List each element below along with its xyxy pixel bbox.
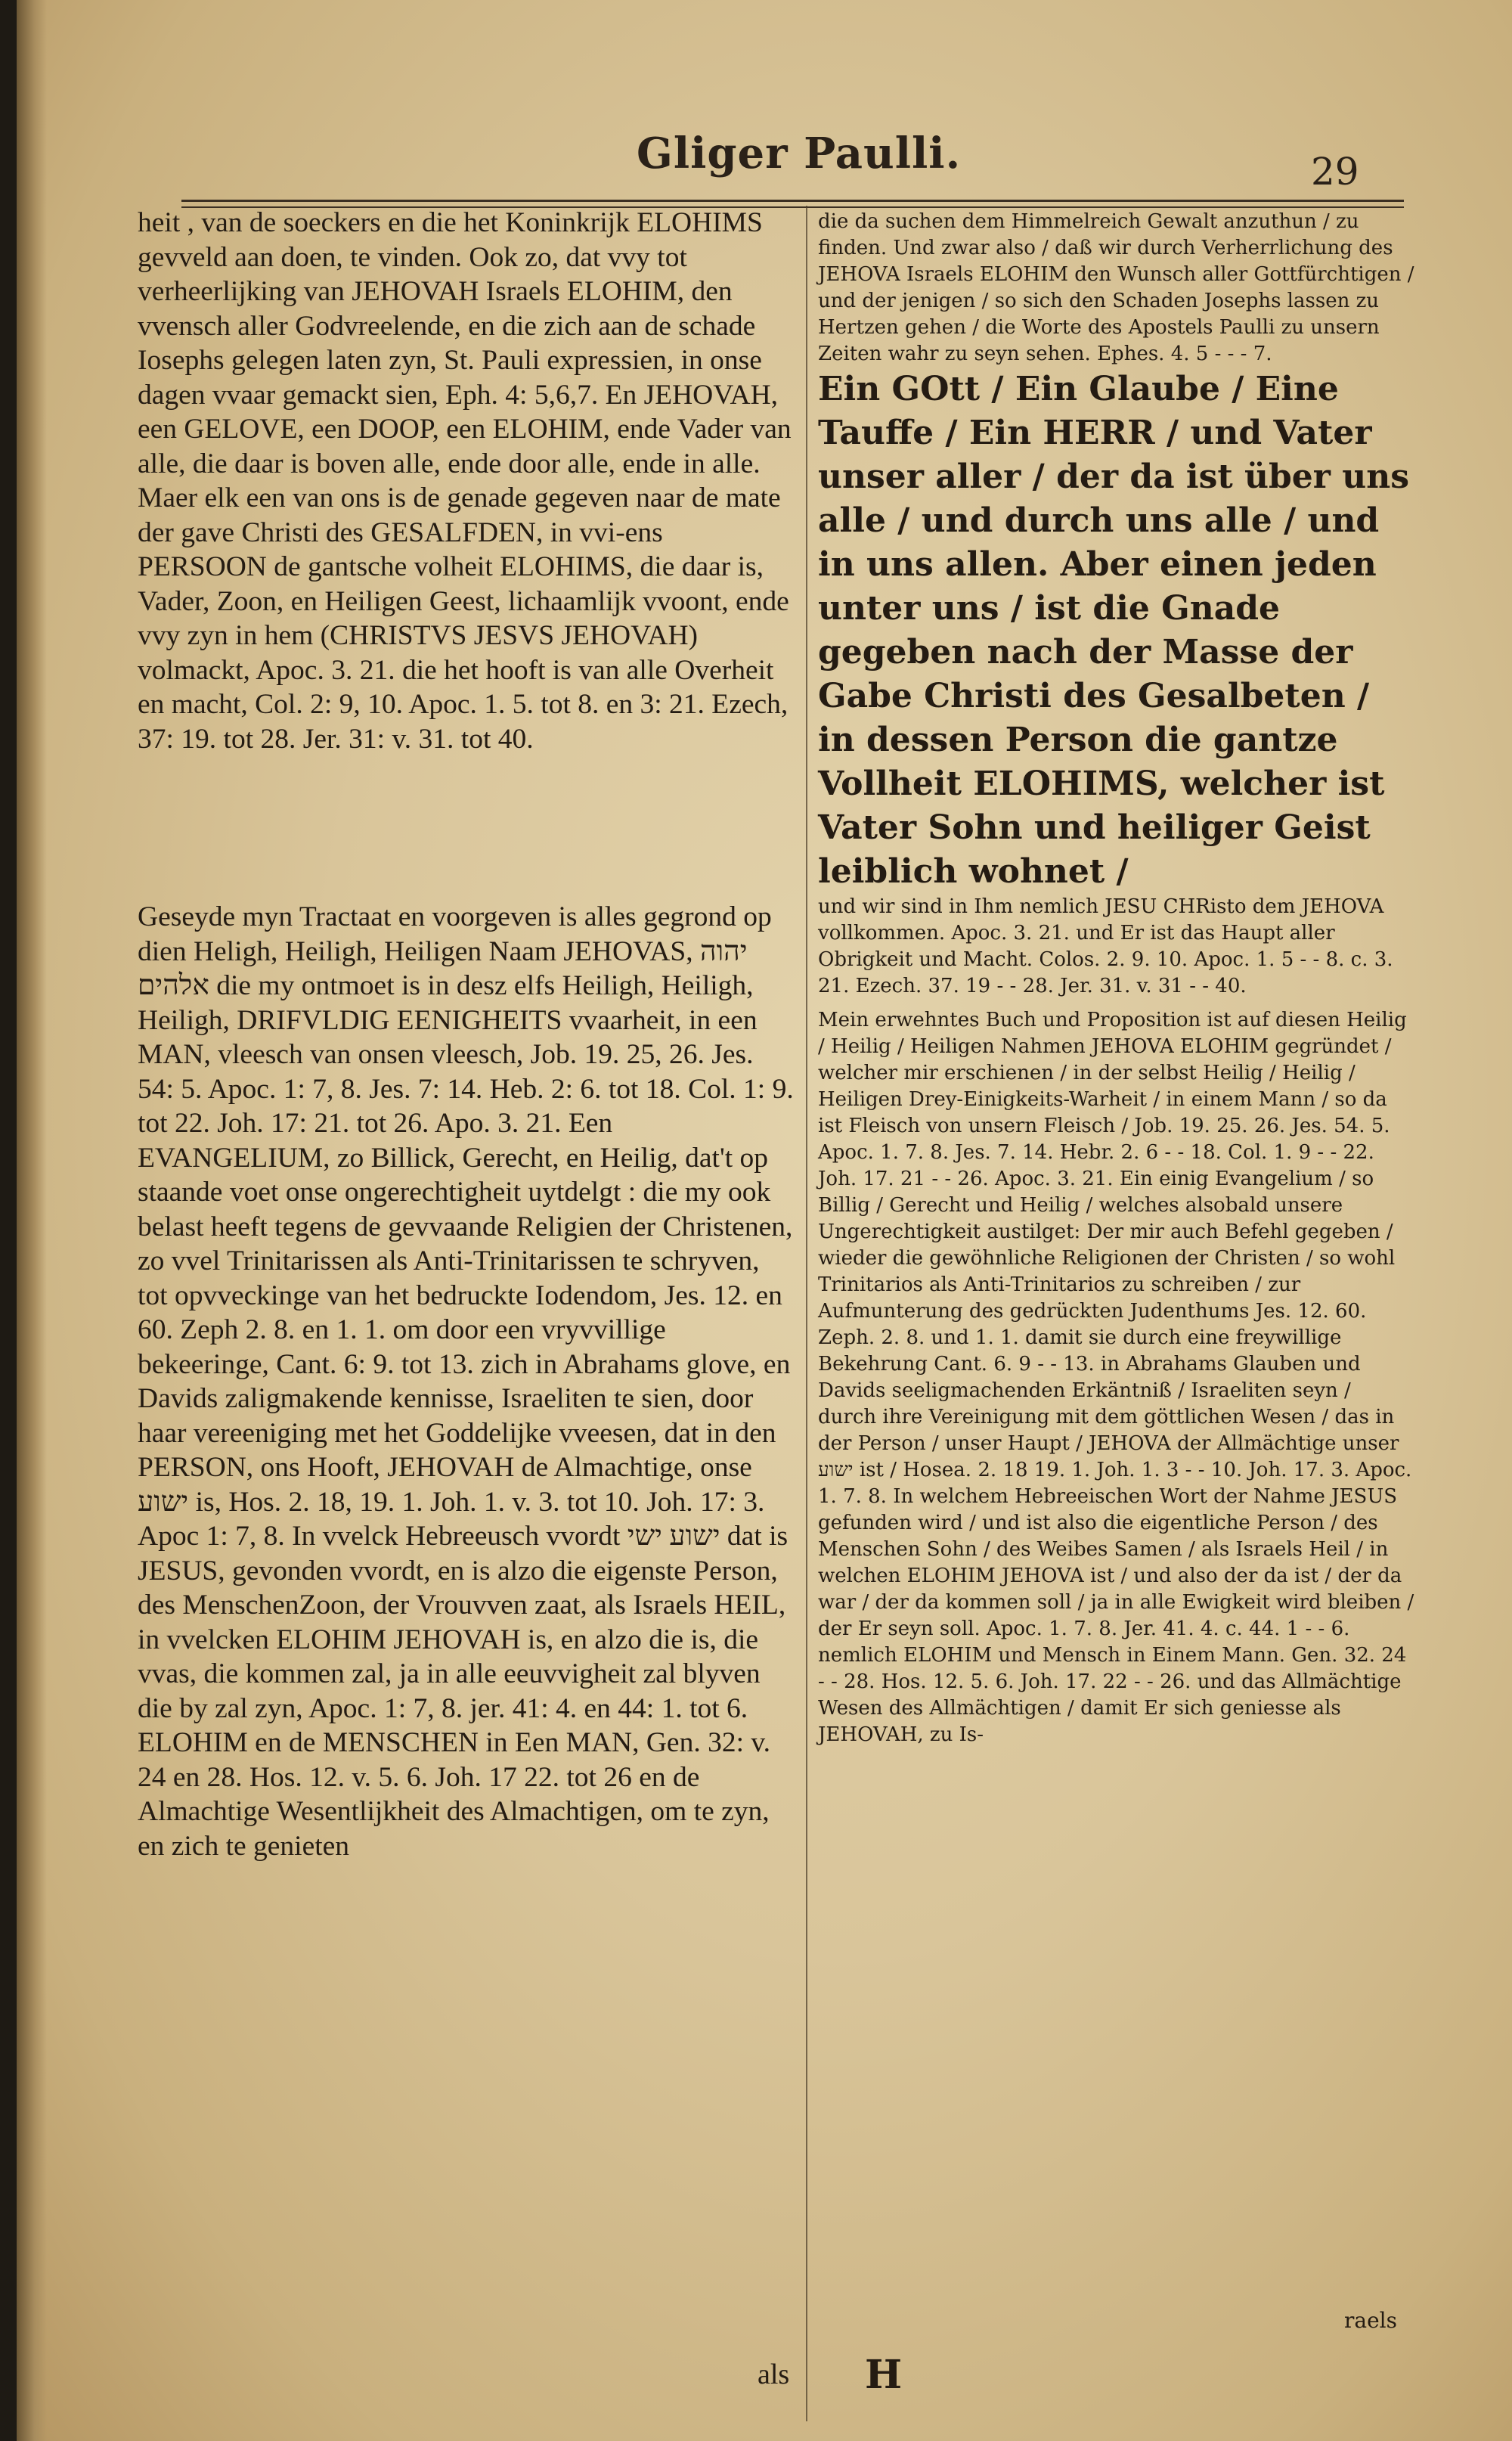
left-column-dutch bbox=[138, 206, 795, 1863]
running-head: Gliger Paulli. bbox=[637, 129, 962, 178]
catchword-right: raels bbox=[1344, 2308, 1397, 2333]
book-page bbox=[17, 0, 1512, 2441]
left-paragraph-2: Geseyde myn Tractaat en voorgeven is alles gegrond op dien Heligh, Heiligh, Heiligen Naam JEHOVAS, יהוה אלהים die my ontmoet is in desz elfs Heiligh, Heiligh, Heiligh, DRIFVLDIG EENIGHEITS vvaarheit, in een MAN, vleesch van onsen vleesch, Job. 19. 25, 26. Jes. 54: 5. Apoc. 1: 7, 8. Jes. 7: 14. Heb. 2: 6. tot 18. Col. 1: 9. tot 22. Joh. 17: 21. tot 26. Apo. 3. 21. Een EVANGELIUM, zo Billick, Gerecht, en Heilig, dat't op staande voet onse ongerechtigheit uytdelgt : die my ook belast heeft tegens de gevvaande Religien der Christenen, zo vvel Trinitarissen als Anti-Trinitarissen te schryven, tot opvveckinge van het bedruckte Iodendom, Jes. 12. en 60. Zeph 2. 8. en 1. 1. om door een vryvvillige bekeeringe, Cant. 6: 9. tot 13. zich in Abrahams glove, en Davids zaligmakende kennisse, Israeliten te sien, door haar vereeniging met het Goddelijke vveesen, dat in den PERSON, ons Hooft, JEHOVAH de Almachtige, onse ישוע is, Hos. 2. 18, 19. 1. Joh. 1. v. 3. tot 10. Joh. 17: 3. Apoc 1: 7, 8. In vvelck Hebreeusch vvordt ישוע ישי dat is JESUS, gevonden vvordt, en is alzo die eigenste Person, des MenschenZoon, der Vrouvven zaat, als Israels HEIL, in vvelcken ELOHIM JEHOVAH is, en alzo die is, die vvas, die kommen zal, ja in alle eeuvvigheit zal blyven die by zal zyn, Apoc. 1: 7, 8. jer. 41: 4. en 44: 1. tot 6. ELOHIM en de MENSCHEN in Een MAN, Gen. 32: v. 24 en 28. Hos. 12. v. 5. 6. Joh. 17 22. tot 26 en de Almachtige Wesentlijkheit des Almachtigen, om te zyn, en zich te genieten bbox=[138, 901, 794, 1862]
right-paragraph-1-tail: und wir sind in Ihm nemlich JESU CHRisto dem JEHOVA vollkommen. Apoc. 3. 21. und Er ist das Haupt aller Obrigkeit und Macht. Colos. 2. 9. 10. Apoc. 1. 5 - - 8. c. 3. 21. Ezech. 37. 19 - - 28. Jer. 31. v. 31 - - 40. bbox=[818, 895, 1393, 997]
page-number: 29 bbox=[1311, 150, 1359, 194]
right-paragraph-2: Mein erwehntes Buch und Proposition ist auf diesen Heilig / Heilig / Heiligen Nahmen JEHOVA ELOHIM gegründet / welcher mir erschienen / in der selbst Heilig / Heilig / Heiligen Drey-Einigkeits-Warheit / in einem Mann / so da ist Fleisch von unsern Fleisch / Job. 19. 25. 26. Jes. 54. 5. Apoc. 1. 7. 8. Jes. 7. 14. Hebr. 2. 6 - - 18. Col. 1. 9 - - 22. Joh. 17. 21 - - 26. Apoc. 3. 21. Ein einig Evangelium / so Billig / Gerecht und Heilig / welches alsobald unsere Ungerechtigkeit austilget: Der mir auch Befehl gegeben / wieder die gewöhnliche Religionen der Christen / so wohl Trinitarios als Anti-Trinitarios zu schreiben / zur Aufmunterung des gedrückten Judenthums Jes. 12. 60. Zeph. 2. 8. und 1. 1. damit sie durch eine freywillige Bekehrung Cant. 6. 9 - - 13. in Abrahams Glauben und Davids seeligmachenden Erkäntniß / Israeliten seyn / durch ihre Vereinigung mit dem göttlichen Wesen / das in der Person / unser Haupt / JEHOVA der Allmächtige unser ישוע ist / Hosea. 2. 18 19. 1. Joh. 1. 3 - - 10. Joh. 17. 3. Apoc. 1. 7. 8. In welchem Hebreeischen Wort der Nahme JESUS gefunden wird / und ist also die eigentliche Person / des Menschen Sohn / des Weibes Samen / als Israels Heil / in welchen ELOHIM JEHOVA ist / und also der da ist / der da war / der da kommen soll / ja in alle Ewigkeit wird bleiben / der Er seyn soll. Apoc. 1. 7. 8. Jer. 41. 4. c. 44. 1 - - 6. nemlich ELOHIM und Mensch in Einem Mann. Gen. 32. 24 - - 28. Hos. 12. 5. 6. Joh. 17. 22 - - 26. und das Allmächtige Wesen des Allmächtigen / damit Er sich geniesse als JEHOVAH, zu Is- bbox=[818, 1009, 1414, 1746]
right-paragraph-1-scripture: Ein GOtt / Ein Glaube / Eine Tauffe / Ein HERR / und Vater unser aller / der da ist über uns alle / und durch uns alle / und in uns allen. Aber einen jeden unter uns / ist die Gnade gegeben nach der Masse der Gabe Christi des Gesalbeten / in dessen Person die gantze Vollheit ELOHIMS, welcher ist Vater Sohn und heiliger Geist leiblich wohnet / bbox=[818, 370, 1410, 891]
catchword-left: als bbox=[758, 2359, 790, 2390]
column-divider bbox=[806, 206, 807, 2421]
page-spine-shadow bbox=[17, 0, 47, 2441]
paragraph-gap bbox=[138, 756, 795, 900]
right-paragraph-1-intro: die da suchen dem Himmelreich Gewalt anzuthun / zu finden. Und zwar also / daß wir durch Verherrlichung des JEHOVA Israels ELOHIM den Wunsch aller Gottfürchtigen / und der jenigen / so sich den Schaden Josephs lassen zu Hertzen gehen / die Worte des Apostels Paulli zu unsern Zeiten wahr zu seyn sehen. Ephes. 4. 5 - - - 7. bbox=[818, 210, 1414, 365]
left-paragraph-1: heit , van de soeckers en die het Koninkrijk ELOHIMS gevveld aan doen, te vinden. Ook zo, dat vvy tot verheerlijking van JEHOVAH Israels ELOHIM, den vvensch aller Godvreelende, en die zich aan de schade Iosephs gelegen laten zyn, St. Pauli expressien, in onse dagen vvaar gemackt sien, Eph. 4: 5,6,7. En JEHOVAH, een GELOVE, een DOOP, een ELOHIM, ende Vader van alle, die daar is boven alle, ende door alle, ende in alle. Maer elk een van ons is de genade gegeven naar de mate der gave Christi des GESALFDEN, in vvi-ens PERSOON de gantsche volheit ELOHIMS, die daar is, Vader, Zoon, en Heiligen Geest, lichaamlijk vvoont, ende vvy zyn in hem (CHRISTVS JESVS JEHOVAH) volmackt, Apoc. 3. 21. die het hooft is van alle Overheit en macht, Col. 2: 9, 10. Apoc. 1. 5. tot 8. en 3: 21. Ezech, 37: 19. tot 28. Jer. 31: v. 31. tot 40. bbox=[138, 207, 792, 755]
signature-mark: H bbox=[865, 2352, 903, 2398]
right-column-german bbox=[818, 209, 1415, 1748]
